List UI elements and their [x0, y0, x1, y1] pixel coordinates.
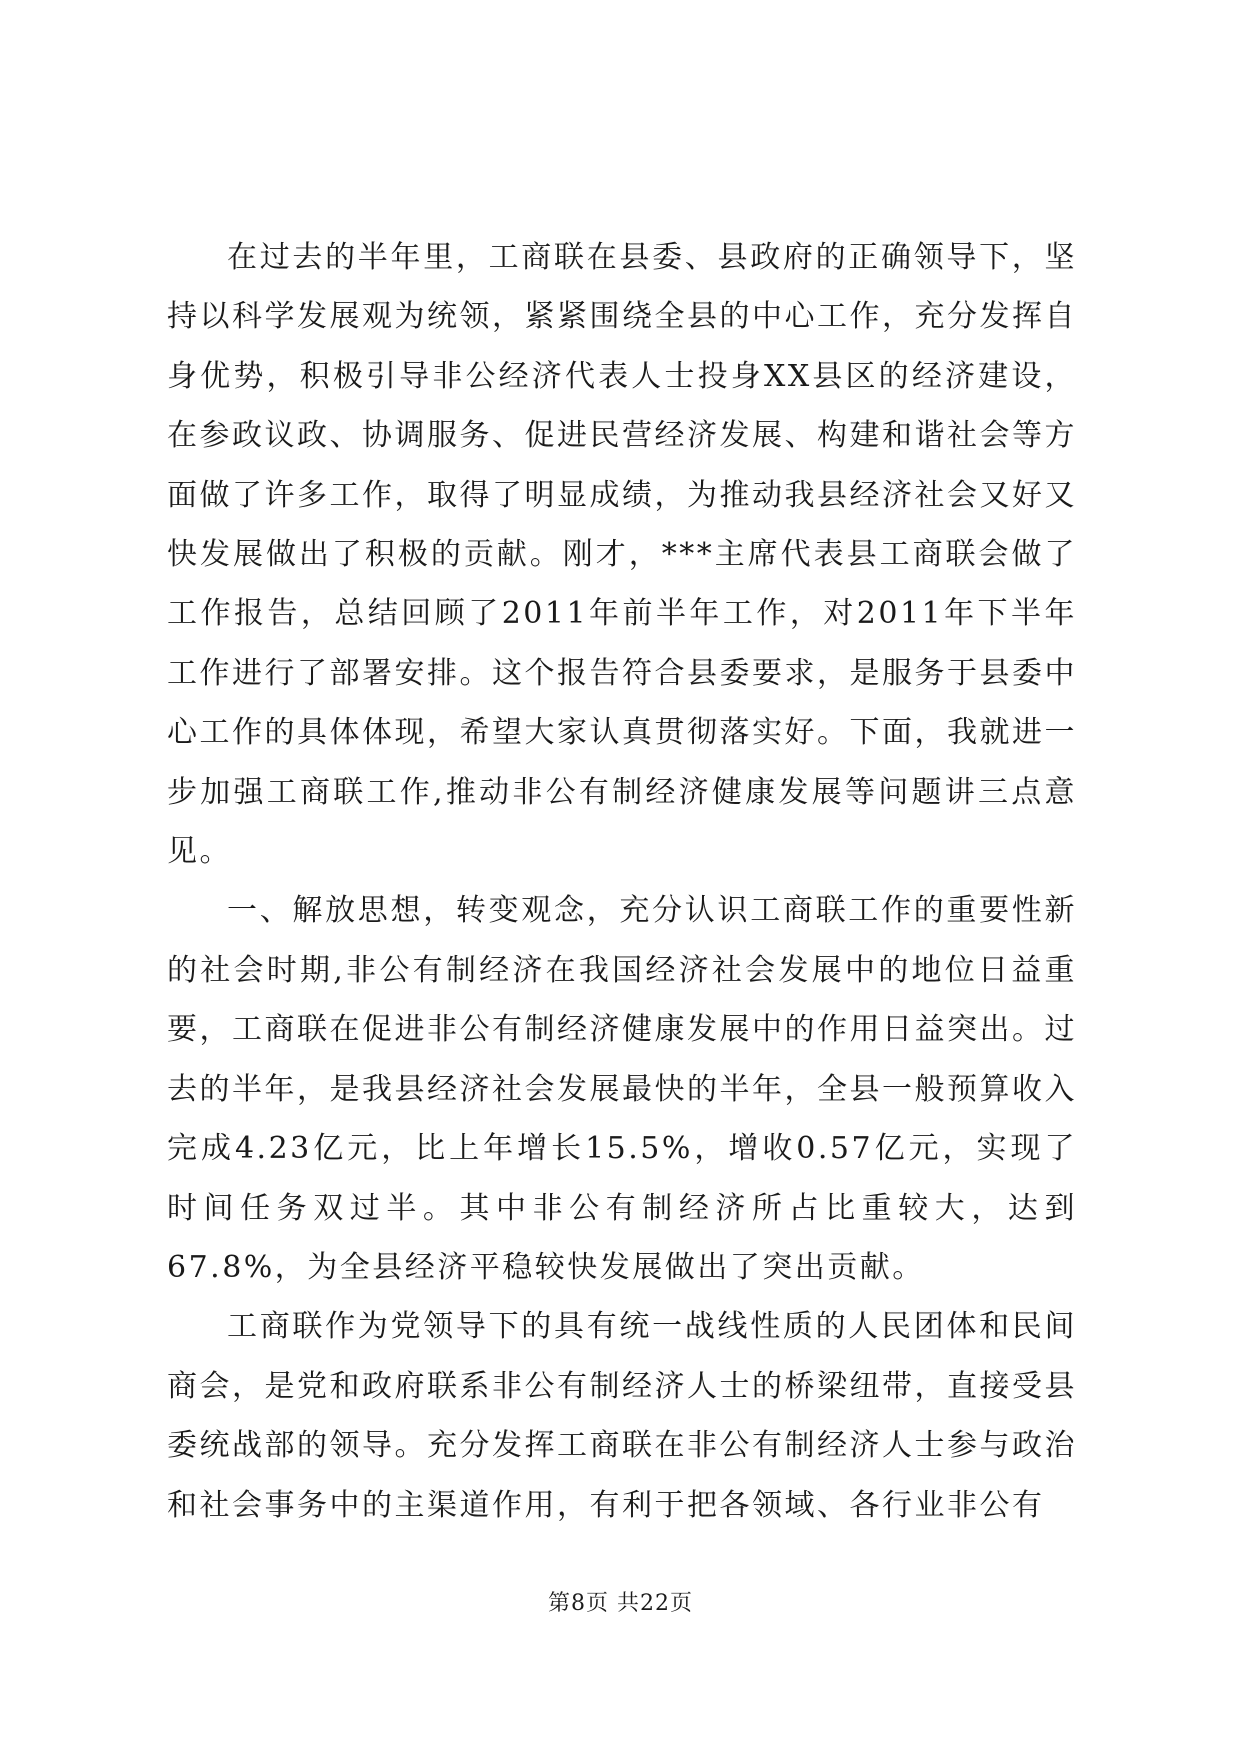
paragraph-section-one: 一、解放思想，转变观念，充分认识工商联工作的重要性新的社会时期,非公有制经济在我国经济社会发展中的地位日益重要，工商联在促进非公有制经济健康发展中的作用日益突出。过去的半年，是我县经济社会发展最快的半年，全县一般预算收入完成4.23亿元，比上年增长15.5%，增收0.57亿元，实现了时间任务双过半。其中非公有制经济所占比重较大，达到67.8%，为全县经济平稳较快发展做出了突出贡献。: [167, 893, 1077, 1285]
paragraph-intro: 在过去的半年里，工商联在县委、县政府的正确领导下，坚持以科学发展观为统领，紧紧围绕全县的中心工作，充分发挥自身优势，积极引导非公经济代表人士投身XX县区的经济建设，在参政议政、协调服务、促进民营经济发展、构建和谐社会等方面做了许多工作，取得了明显成绩，为推动我县经济社会又好又快发展做出了积极的贡献。刚才，***主席代表县工商联会做了工作报告，总结回顾了2011年前半年工作，对2011年下半年工作进行了部署安排。这个报告符合县委要求，是服务于县委中心工作的具体体现，希望大家认真贯彻落实好。下面，我就进一步加强工商联工作,推动非公有制经济健康发展等问题讲三点意见。: [167, 240, 1077, 870]
paragraph-federation-role: 工商联作为党领导下的具有统一战线性质的人民团体和民间商会，是党和政府联系非公有制经济人士的桥梁纽带，直接受县委统战部的领导。充分发挥工商联在非公有制经济人士参与政治和社会事务中的主渠道作用，有利于把各领域、各行业非公有: [167, 1309, 1077, 1523]
page-number-footer: 第8页 共22页: [548, 1591, 693, 1616]
document-body: [167, 228, 1077, 1535]
